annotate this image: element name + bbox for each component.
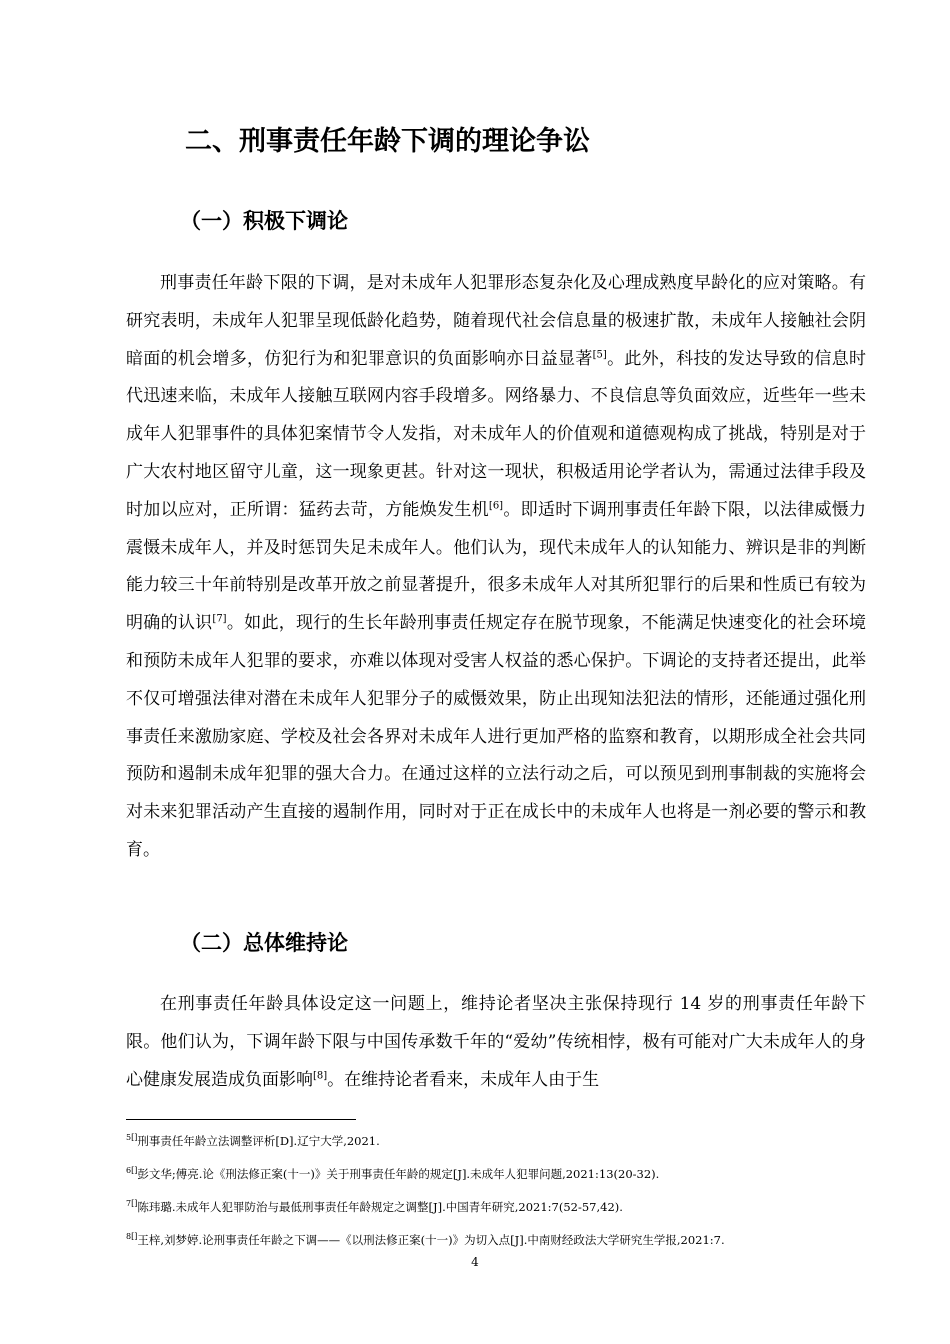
footnote-text: 刑事责任年龄立法调整评析[D].辽宁大学,2021. [137, 1134, 380, 1148]
section-1-paragraph [126, 265, 866, 870]
footnote-text: 彭文华;傅亮.论《刑法修正案(十一)》关于刑事责任年龄的规定[J].未成年人犯罪问题,2021:13(20-32). [137, 1167, 660, 1181]
section-heading-1: （一）积极下调论 [180, 209, 348, 233]
chapter-heading: 二、刑事责任年龄下调的理论争讼 [185, 126, 590, 157]
citation-marker[interactable]: [6] [488, 500, 504, 512]
page-number: 4 [471, 1255, 479, 1269]
section-2-paragraph [126, 986, 866, 1099]
footnote-6 [126, 1166, 886, 1182]
footnote-5 [126, 1133, 886, 1149]
footnote-8 [126, 1232, 886, 1248]
footnote-mark: 6[] [126, 1166, 138, 1176]
footnote-mark: 5[] [126, 1133, 138, 1143]
paragraph-text: 在刑事责任年龄具体设定这一问题上，维持论者坚决主张保持现行 14 岁的刑事责任年龄下限。他们认为，下调年龄下限与中国传承数千年的“爱幼”传统相悖，极有可能对广大未成年人的身心健康发展造成负面影响 [126, 994, 866, 1090]
paragraph-text: 。此外，科技的发达导致的信息时代迅速来临，未成年人接触互联网内容手段增多。网络暴力、不良信息等负面效应，近些年一些未成年人犯罪事件的具体犯案情节令人发指，对未成年人的价值观和道德观构成了挑战，特别是对于广大农村地区留守儿童，这一现象更甚。针对这一现状，积极适用论学者认为，需通过法律手段及时加以应对，正所谓：猛药去苛，方能焕发生机 [126, 348, 867, 520]
paragraph-text: 。在维持论者看来，未成年人由于生 [327, 1069, 600, 1090]
section-heading-2: （二）总体维持论 [180, 931, 348, 955]
footnote-separator [126, 1119, 356, 1120]
footnote-mark: 8[] [126, 1232, 138, 1242]
footnote-7 [126, 1199, 886, 1215]
citation-marker[interactable]: [5] [592, 348, 607, 360]
citation-marker[interactable]: [7] [212, 613, 227, 625]
paragraph-text: 刑事责任年龄下限的下调，是对未成年人犯罪形态复杂化及心理成熟度早龄化的应对策略。有研究表明，未成年人犯罪呈现低龄化趋势，随着现代社会信息量的极速扩散，未成年人接触社会阴暗面的机会增多，仿犯行为和犯罪意识的负面影响亦日益显著 [126, 273, 866, 369]
footnote-mark: 7[] [126, 1199, 138, 1209]
footnote-text: 陈玮璐.未成年人犯罪防治与最低刑事责任年龄规定之调整[J].中国青年研究,2021:7(52-57,42). [137, 1200, 623, 1214]
paragraph-text: 。如此，现行的生长年龄刑事责任规定存在脱节现象，不能满足快速变化的社会环境和预防未成年人犯罪的要求，亦难以体现对受害人权益的悉心保护。下调论的支持者还提出，此举不仅可增强法律对潜在未成年人犯罪分子的威慑效果，防止出现知法犯法的情形，还能通过强化刑事责任来激励家庭、学校及社会各界对未成年人进行更加严格的监察和教育，以期形成全社会共同预防和遏制未成年犯罪的强大合力。在通过这样的立法行动之后，可以预见到刑事制裁的实施将会对未来犯罪活动产生直接的遏制作用，同时对于正在成长中的未成年人也将是一剂必要的警示和教育。 [126, 613, 867, 860]
paragraph-text: 。即适时下调刑事责任年龄下限，以法律威慑力震慑未成年人，并及时惩罚失足未成年人。他们认为，现代未成年人的认知能力、辨识是非的判断能力较三十年前特别是改革开放之前显著提升，很多未成年人对其所犯罪行的后果和性质已有较为明确的认识 [126, 499, 867, 634]
footnote-text: 王梓,刘梦婷.论刑事责任年龄之下调——《以刑法修正案(十一)》为切入点[J].中南财经政法大学研究生学报,2021:7. [137, 1233, 725, 1247]
citation-marker[interactable]: [8] [313, 1069, 328, 1081]
